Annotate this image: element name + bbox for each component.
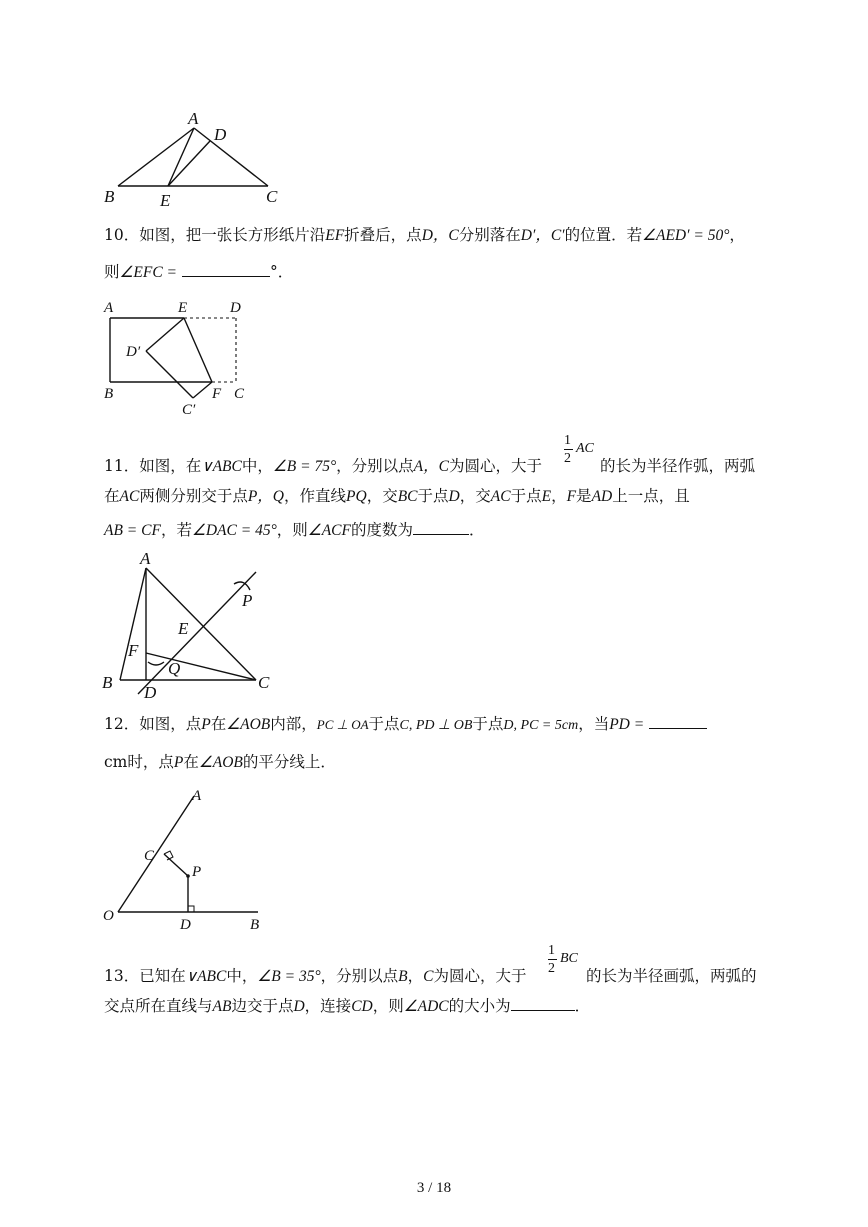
question-13-line-2: 交点所在直线与AB边交于点D，连接CD，则∠ADC的大小为 ． bbox=[104, 997, 591, 1015]
figure-q12 bbox=[100, 784, 270, 934]
question-11-line-1: 11．如图，在∨ABC中，∠B = 75°，分别以点A，C为圆心，大于 bbox=[104, 457, 542, 475]
label-B: B bbox=[250, 917, 260, 933]
answer-blank-10[interactable] bbox=[182, 262, 270, 277]
figure-q11 bbox=[98, 548, 280, 700]
question-10-line-1: 10．如图，把一张长方形纸片沿EF折叠后，点D，C分别落在D′，C′的位置．若∠AED′ = 50°， bbox=[104, 226, 745, 244]
label-A: A bbox=[188, 109, 199, 128]
label-C: C bbox=[266, 187, 278, 206]
fraction-half-bc: 1 2 BC bbox=[548, 943, 578, 976]
label-P: P bbox=[192, 864, 202, 880]
label-B: B bbox=[102, 673, 113, 692]
label-E: E bbox=[160, 191, 171, 210]
answer-blank-13[interactable] bbox=[511, 996, 575, 1011]
label-F: F bbox=[212, 386, 222, 402]
label-D: D bbox=[230, 300, 241, 316]
question-13-line-1: 13．已知在∨ABC中，∠B = 35°，分别以点B，C为圆心，大于 bbox=[104, 967, 527, 985]
label-D: D bbox=[180, 917, 191, 933]
label-D: D bbox=[214, 125, 227, 144]
label-E: E bbox=[178, 300, 188, 316]
label-C: C bbox=[234, 386, 245, 402]
page-number: 3 / 18 bbox=[416, 1180, 452, 1196]
label-C-prime: C′ bbox=[182, 402, 196, 418]
question-10-line-2: 则∠EFC = °． bbox=[104, 263, 294, 281]
label-O: O bbox=[103, 908, 114, 924]
label-Q: Q bbox=[168, 659, 181, 678]
answer-blank-12[interactable] bbox=[649, 714, 707, 729]
label-P: P bbox=[242, 591, 253, 610]
question-11-line-3: AB = CF，若∠DAC = 45°，则∠ACF的度数为 ． bbox=[104, 521, 485, 539]
label-D: D bbox=[144, 683, 157, 700]
question-12-line-1: 12．如图，点P在∠AOB内部，PC ⊥ OA于点C, PD ⊥ OB于点D, PC = 5cm，当PD = bbox=[104, 714, 707, 736]
label-A: A bbox=[104, 300, 114, 316]
answer-blank-11[interactable] bbox=[413, 520, 469, 535]
question-13-line-1b: 的长为半径画弧，两弧的 bbox=[586, 967, 757, 985]
label-E: E bbox=[178, 619, 189, 638]
question-11-line-1b: 的长为半径作弧，两弧 bbox=[600, 457, 756, 475]
question-12-line-2: cm时，点P在∠AOB的平分线上． bbox=[104, 753, 336, 771]
label-C: C bbox=[144, 848, 155, 864]
label-A: A bbox=[192, 788, 202, 804]
figure-q10 bbox=[100, 296, 260, 418]
figure-q9 bbox=[100, 108, 300, 210]
label-C: C bbox=[258, 673, 270, 692]
fraction-half-ac: 1 2 AC bbox=[564, 433, 594, 466]
label-D-prime: D′ bbox=[126, 344, 141, 360]
question-11-line-2: 在AC两侧分别交于点P，Q，作直线PQ，交BC于点D，交AC于点E，F是AD上一点，且 bbox=[104, 487, 690, 505]
label-A: A bbox=[140, 549, 151, 568]
label-F: F bbox=[128, 641, 139, 660]
label-B: B bbox=[104, 187, 115, 206]
label-B: B bbox=[104, 386, 114, 402]
